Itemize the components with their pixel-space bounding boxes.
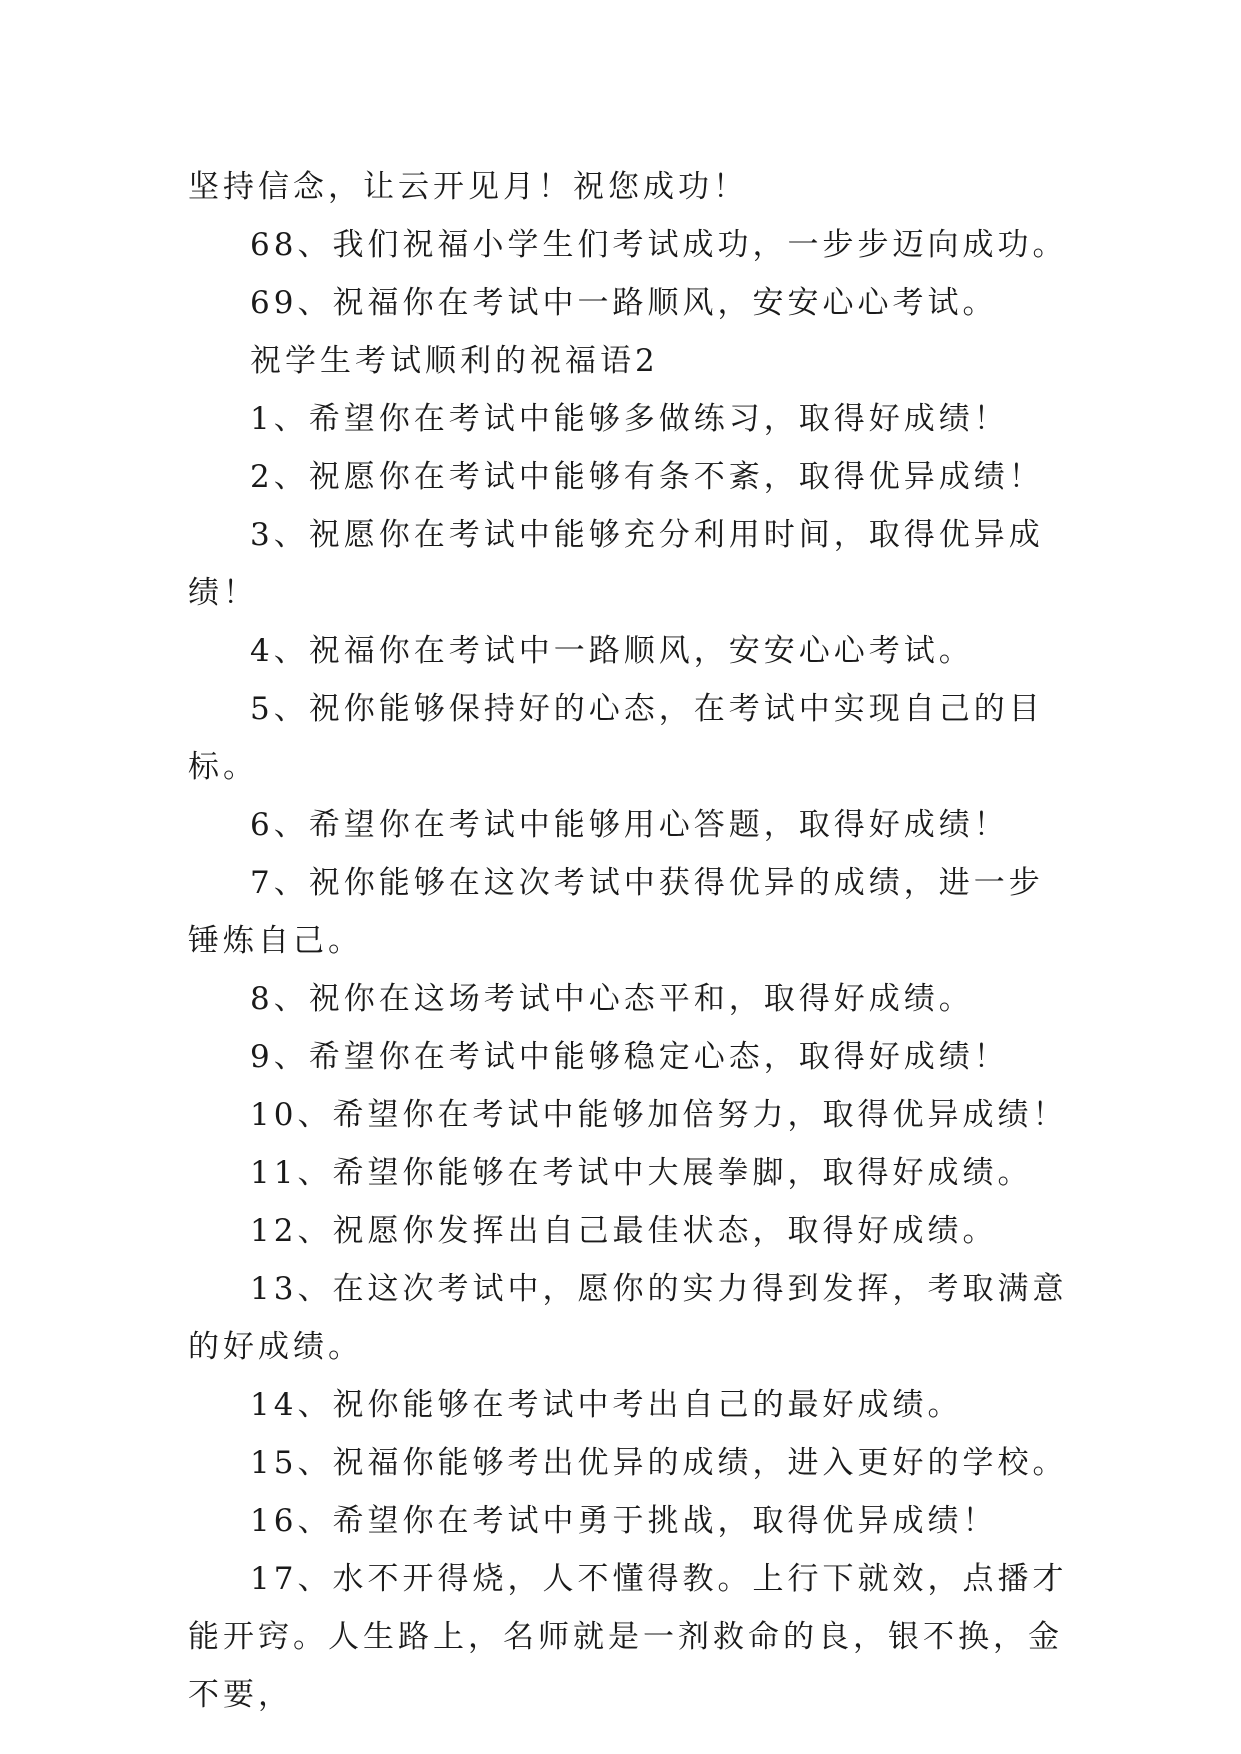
list-item-11: 11、希望你能够在考试中大展拳脚，取得好成绩。 [250,1155,1033,1191]
list-item-6: 6、希望你在考试中能够用心答题，取得好成绩！ [250,807,1009,843]
section-heading: 祝学生考试顺利的祝福语2 [250,343,659,379]
list-item-68: 68、我们祝福小学生们考试成功，一步步迈向成功。 [250,227,1068,263]
list-item-13: 13、在这次考试中，愿你的实力得到发挥，考取满意的好成绩。 [188,1271,1068,1365]
list-item-3: 3、祝愿你在考试中能够充分利用时间，取得优异成绩！ [188,517,1044,611]
list-item-12: 12、祝愿你发挥出自己最佳状态，取得好成绩。 [250,1213,998,1249]
list-item-15: 15、祝福你能够考出优异的成绩，进入更好的学校。 [250,1445,1068,1481]
list-item-1: 1、希望你在考试中能够多做练习，取得好成绩！ [250,401,1009,437]
paragraph-continuation: 坚持信念，让云开见月！祝您成功！ [188,169,748,205]
list-item-17: 17、水不开得烧，人不懂得教。上行下就效，点播才能开窍。人生路上，名师就是一剂救命的良，银不换，金不要， [188,1561,1068,1713]
list-item-2: 2、祝愿你在考试中能够有条不紊，取得优异成绩！ [250,459,1044,495]
list-item-9: 9、希望你在考试中能够稳定心态，取得好成绩！ [250,1039,1009,1075]
list-item-10: 10、希望你在考试中能够加倍努力，取得优异成绩！ [250,1097,1068,1133]
list-item-5: 5、祝你能够保持好的心态，在考试中实现自己的目标。 [188,691,1044,785]
list-item-4: 4、祝福你在考试中一路顺风，安安心心考试。 [250,633,974,669]
document-body [188,158,1068,1724]
list-item-7: 7、祝你能够在这次考试中获得优异的成绩，进一步锤炼自己。 [188,865,1044,959]
list-item-16: 16、希望你在考试中勇于挑战，取得优异成绩！ [250,1503,998,1539]
list-item-69: 69、祝福你在考试中一路顺风，安安心心考试。 [250,285,998,321]
list-item-8: 8、祝你在这场考试中心态平和，取得好成绩。 [250,981,974,1017]
list-item-14: 14、祝你能够在考试中考出自己的最好成绩。 [250,1387,963,1423]
